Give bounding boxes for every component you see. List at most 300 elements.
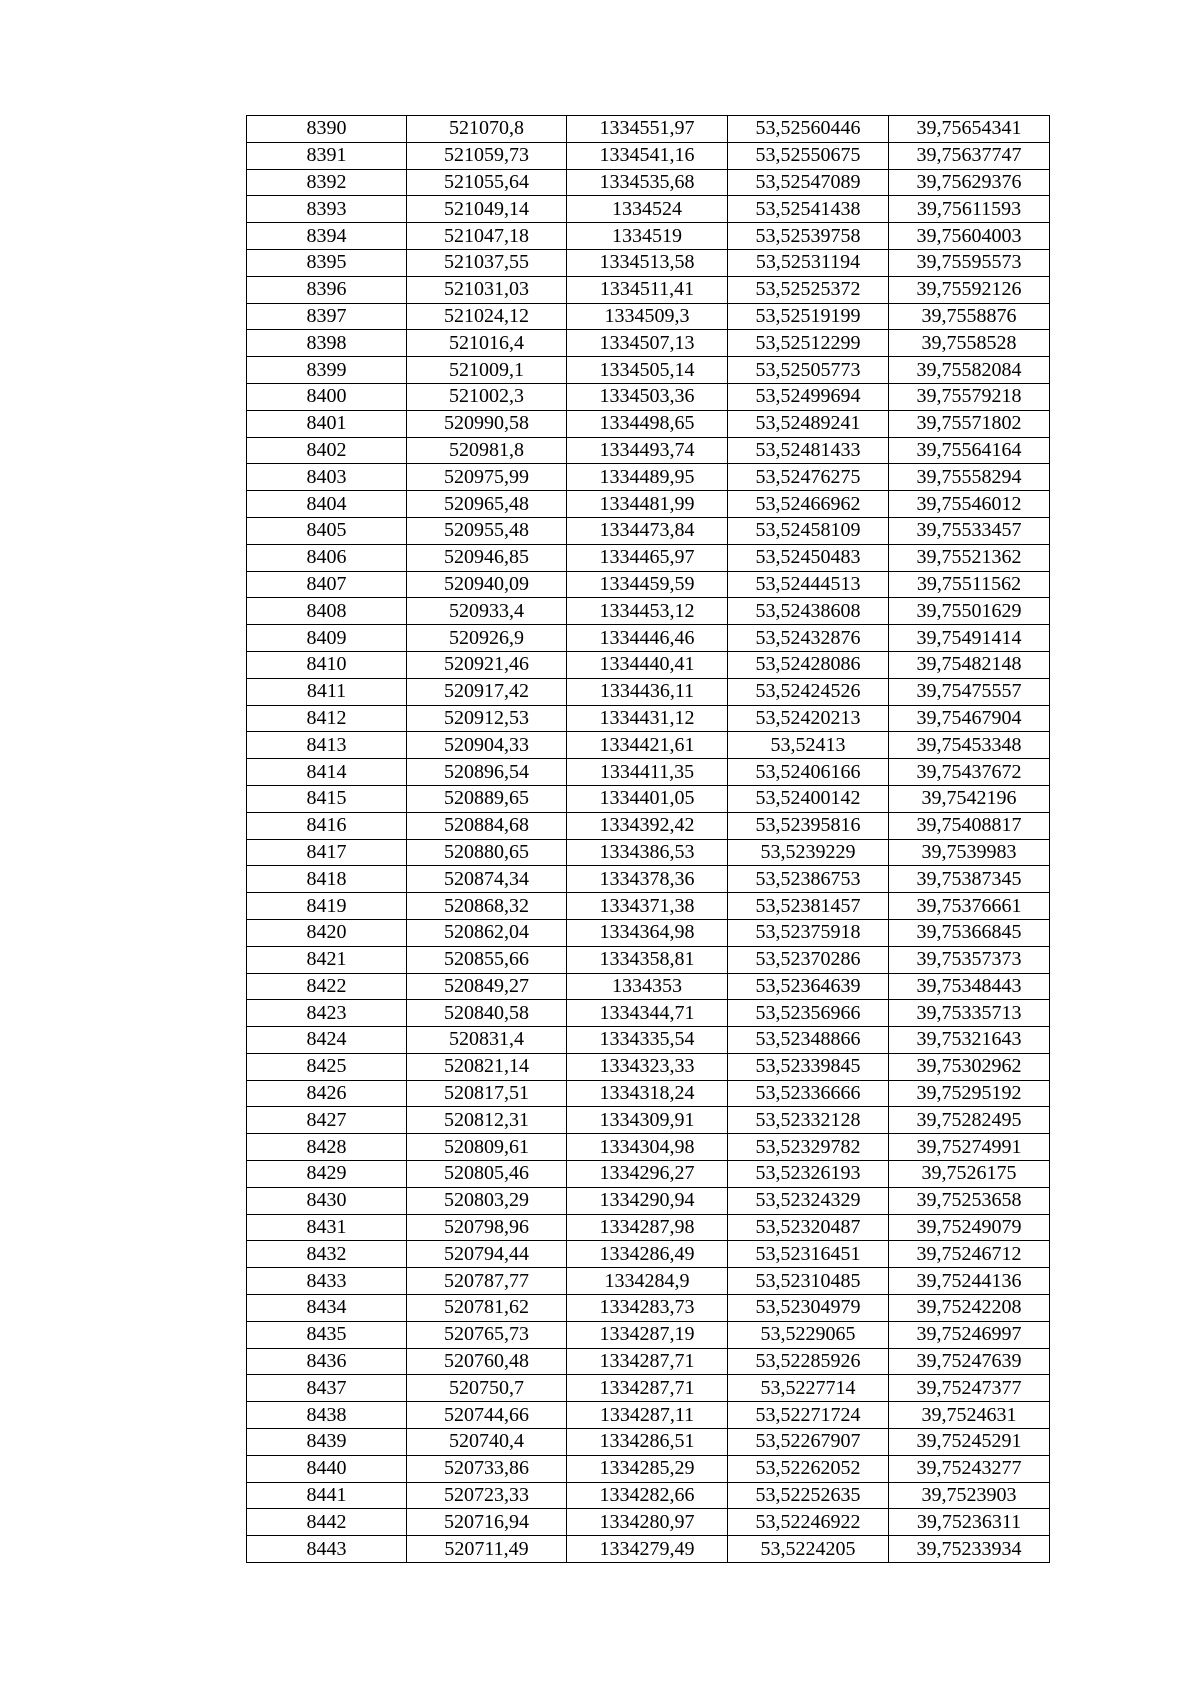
latitude-cell: 53,52267907 (728, 1429, 889, 1456)
x-coordinate-cell: 520868,32 (407, 893, 567, 920)
point-number-cell: 8408 (247, 598, 407, 625)
point-number-cell: 8433 (247, 1268, 407, 1295)
y-coordinate-cell: 1334318,24 (567, 1080, 728, 1107)
longitude-cell: 39,7542196 (889, 785, 1050, 812)
x-coordinate-cell: 520798,96 (407, 1214, 567, 1241)
point-number-cell: 8442 (247, 1509, 407, 1536)
table-row (247, 785, 1050, 812)
y-coordinate-cell: 1334431,12 (567, 705, 728, 732)
table-row (247, 732, 1050, 759)
latitude-cell: 53,52304979 (728, 1295, 889, 1322)
y-coordinate-cell: 1334296,27 (567, 1161, 728, 1188)
longitude-cell: 39,75321643 (889, 1027, 1050, 1054)
coordinates-table (246, 115, 1050, 1563)
point-number-cell: 8399 (247, 357, 407, 384)
x-coordinate-cell: 521047,18 (407, 223, 567, 250)
latitude-cell: 53,52386753 (728, 866, 889, 893)
y-coordinate-cell: 1334290,94 (567, 1187, 728, 1214)
longitude-cell: 39,75253658 (889, 1187, 1050, 1214)
longitude-cell: 39,75571802 (889, 410, 1050, 437)
y-coordinate-cell: 1334287,71 (567, 1348, 728, 1375)
table-row (247, 571, 1050, 598)
x-coordinate-cell: 520831,4 (407, 1027, 567, 1054)
latitude-cell: 53,52356966 (728, 1000, 889, 1027)
latitude-cell: 53,52420213 (728, 705, 889, 732)
x-coordinate-cell: 521037,55 (407, 249, 567, 276)
longitude-cell: 39,75348443 (889, 973, 1050, 1000)
x-coordinate-cell: 521016,4 (407, 330, 567, 357)
longitude-cell: 39,7523903 (889, 1482, 1050, 1509)
latitude-cell: 53,52413 (728, 732, 889, 759)
table-row (247, 544, 1050, 571)
table-row (247, 919, 1050, 946)
x-coordinate-cell: 520981,8 (407, 437, 567, 464)
x-coordinate-cell: 520874,34 (407, 866, 567, 893)
table-row (247, 1080, 1050, 1107)
longitude-cell: 39,75282495 (889, 1107, 1050, 1134)
x-coordinate-cell: 521055,64 (407, 169, 567, 196)
point-number-cell: 8396 (247, 276, 407, 303)
latitude-cell: 53,52444513 (728, 571, 889, 598)
longitude-cell: 39,75247639 (889, 1348, 1050, 1375)
point-number-cell: 8395 (247, 249, 407, 276)
point-number-cell: 8407 (247, 571, 407, 598)
longitude-cell: 39,75582084 (889, 357, 1050, 384)
longitude-cell: 39,75533457 (889, 517, 1050, 544)
point-number-cell: 8437 (247, 1375, 407, 1402)
longitude-cell: 39,75302962 (889, 1053, 1050, 1080)
table-row (247, 1268, 1050, 1295)
x-coordinate-cell: 521059,73 (407, 142, 567, 169)
table-row (247, 276, 1050, 303)
longitude-cell: 39,75247377 (889, 1375, 1050, 1402)
y-coordinate-cell: 1334335,54 (567, 1027, 728, 1054)
table-row (247, 1107, 1050, 1134)
y-coordinate-cell: 1334465,97 (567, 544, 728, 571)
point-number-cell: 8393 (247, 196, 407, 223)
y-coordinate-cell: 1334282,66 (567, 1482, 728, 1509)
table-row (247, 1134, 1050, 1161)
latitude-cell: 53,52332128 (728, 1107, 889, 1134)
point-number-cell: 8390 (247, 116, 407, 143)
longitude-cell: 39,75558294 (889, 464, 1050, 491)
longitude-cell: 39,75521362 (889, 544, 1050, 571)
point-number-cell: 8415 (247, 785, 407, 812)
coordinates-table-body (247, 116, 1050, 1563)
latitude-cell: 53,52285926 (728, 1348, 889, 1375)
point-number-cell: 8434 (247, 1295, 407, 1322)
y-coordinate-cell: 1334524 (567, 196, 728, 223)
y-coordinate-cell: 1334287,71 (567, 1375, 728, 1402)
longitude-cell: 39,7558528 (889, 330, 1050, 357)
point-number-cell: 8441 (247, 1482, 407, 1509)
longitude-cell: 39,75511562 (889, 571, 1050, 598)
latitude-cell: 53,52481433 (728, 437, 889, 464)
y-coordinate-cell: 1334284,9 (567, 1268, 728, 1295)
latitude-cell: 53,52370286 (728, 946, 889, 973)
table-row (247, 357, 1050, 384)
x-coordinate-cell: 520840,58 (407, 1000, 567, 1027)
table-row (247, 1321, 1050, 1348)
x-coordinate-cell: 520805,46 (407, 1161, 567, 1188)
longitude-cell: 39,75579218 (889, 383, 1050, 410)
x-coordinate-cell: 520955,48 (407, 517, 567, 544)
latitude-cell: 53,52336666 (728, 1080, 889, 1107)
table-row (247, 1429, 1050, 1456)
y-coordinate-cell: 1334498,65 (567, 410, 728, 437)
latitude-cell: 53,52324329 (728, 1187, 889, 1214)
point-number-cell: 8401 (247, 410, 407, 437)
table-row (247, 1214, 1050, 1241)
table-row (247, 1509, 1050, 1536)
y-coordinate-cell: 1334453,12 (567, 598, 728, 625)
table-row (247, 893, 1050, 920)
latitude-cell: 53,52329782 (728, 1134, 889, 1161)
longitude-cell: 39,75244136 (889, 1268, 1050, 1295)
table-row (247, 678, 1050, 705)
point-number-cell: 8439 (247, 1429, 407, 1456)
latitude-cell: 53,52512299 (728, 330, 889, 357)
point-number-cell: 8423 (247, 1000, 407, 1027)
latitude-cell: 53,52519199 (728, 303, 889, 330)
point-number-cell: 8416 (247, 812, 407, 839)
table-row (247, 1187, 1050, 1214)
table-row (247, 1027, 1050, 1054)
point-number-cell: 8436 (247, 1348, 407, 1375)
y-coordinate-cell: 1334509,3 (567, 303, 728, 330)
longitude-cell: 39,75335713 (889, 1000, 1050, 1027)
latitude-cell: 53,52364639 (728, 973, 889, 1000)
longitude-cell: 39,75629376 (889, 169, 1050, 196)
latitude-cell: 53,5227714 (728, 1375, 889, 1402)
y-coordinate-cell: 1334364,98 (567, 919, 728, 946)
longitude-cell: 39,75357373 (889, 946, 1050, 973)
point-number-cell: 8398 (247, 330, 407, 357)
y-coordinate-cell: 1334440,41 (567, 651, 728, 678)
point-number-cell: 8443 (247, 1536, 407, 1563)
latitude-cell: 53,52438608 (728, 598, 889, 625)
y-coordinate-cell: 1334411,35 (567, 759, 728, 786)
latitude-cell: 53,52505773 (728, 357, 889, 384)
y-coordinate-cell: 1334353 (567, 973, 728, 1000)
x-coordinate-cell: 520855,66 (407, 946, 567, 973)
point-number-cell: 8404 (247, 491, 407, 518)
table-row (247, 1161, 1050, 1188)
point-number-cell: 8391 (247, 142, 407, 169)
x-coordinate-cell: 520884,68 (407, 812, 567, 839)
longitude-cell: 39,75295192 (889, 1080, 1050, 1107)
longitude-cell: 39,7526175 (889, 1161, 1050, 1188)
point-number-cell: 8402 (247, 437, 407, 464)
y-coordinate-cell: 1334378,36 (567, 866, 728, 893)
latitude-cell: 53,52326193 (728, 1161, 889, 1188)
x-coordinate-cell: 520889,65 (407, 785, 567, 812)
table-row (247, 1482, 1050, 1509)
y-coordinate-cell: 1334473,84 (567, 517, 728, 544)
x-coordinate-cell: 520821,14 (407, 1053, 567, 1080)
longitude-cell: 39,75592126 (889, 276, 1050, 303)
table-row (247, 705, 1050, 732)
latitude-cell: 53,52499694 (728, 383, 889, 410)
x-coordinate-cell: 520794,44 (407, 1241, 567, 1268)
y-coordinate-cell: 1334551,97 (567, 116, 728, 143)
table-row (247, 517, 1050, 544)
y-coordinate-cell: 1334436,11 (567, 678, 728, 705)
longitude-cell: 39,75274991 (889, 1134, 1050, 1161)
point-number-cell: 8409 (247, 625, 407, 652)
y-coordinate-cell: 1334344,71 (567, 1000, 728, 1027)
x-coordinate-cell: 520750,7 (407, 1375, 567, 1402)
latitude-cell: 53,52531194 (728, 249, 889, 276)
point-number-cell: 8438 (247, 1402, 407, 1429)
latitude-cell: 53,52432876 (728, 625, 889, 652)
table-row (247, 625, 1050, 652)
longitude-cell: 39,75233934 (889, 1536, 1050, 1563)
latitude-cell: 53,52395816 (728, 812, 889, 839)
longitude-cell: 39,75453348 (889, 732, 1050, 759)
x-coordinate-cell: 520723,33 (407, 1482, 567, 1509)
latitude-cell: 53,52550675 (728, 142, 889, 169)
y-coordinate-cell: 1334535,68 (567, 169, 728, 196)
longitude-cell: 39,75408817 (889, 812, 1050, 839)
x-coordinate-cell: 521049,14 (407, 196, 567, 223)
longitude-cell: 39,75654341 (889, 116, 1050, 143)
longitude-cell: 39,75243277 (889, 1455, 1050, 1482)
x-coordinate-cell: 521024,12 (407, 303, 567, 330)
y-coordinate-cell: 1334386,53 (567, 839, 728, 866)
point-number-cell: 8394 (247, 223, 407, 250)
table-row (247, 651, 1050, 678)
x-coordinate-cell: 520740,4 (407, 1429, 567, 1456)
x-coordinate-cell: 520716,94 (407, 1509, 567, 1536)
y-coordinate-cell: 1334519 (567, 223, 728, 250)
latitude-cell: 53,52252635 (728, 1482, 889, 1509)
longitude-cell: 39,75491414 (889, 625, 1050, 652)
y-coordinate-cell: 1334279,49 (567, 1536, 728, 1563)
point-number-cell: 8412 (247, 705, 407, 732)
latitude-cell: 53,52271724 (728, 1402, 889, 1429)
point-number-cell: 8425 (247, 1053, 407, 1080)
y-coordinate-cell: 1334459,59 (567, 571, 728, 598)
y-coordinate-cell: 1334401,05 (567, 785, 728, 812)
table-row (247, 1295, 1050, 1322)
table-row (247, 223, 1050, 250)
latitude-cell: 53,52246922 (728, 1509, 889, 1536)
longitude-cell: 39,75246712 (889, 1241, 1050, 1268)
y-coordinate-cell: 1334309,91 (567, 1107, 728, 1134)
table-row (247, 946, 1050, 973)
point-number-cell: 8430 (247, 1187, 407, 1214)
latitude-cell: 53,52541438 (728, 196, 889, 223)
table-row (247, 1000, 1050, 1027)
x-coordinate-cell: 520711,49 (407, 1536, 567, 1563)
x-coordinate-cell: 520744,66 (407, 1402, 567, 1429)
y-coordinate-cell: 1334392,42 (567, 812, 728, 839)
point-number-cell: 8403 (247, 464, 407, 491)
latitude-cell: 53,52458109 (728, 517, 889, 544)
table-row (247, 437, 1050, 464)
table-row (247, 598, 1050, 625)
x-coordinate-cell: 520965,48 (407, 491, 567, 518)
point-number-cell: 8418 (247, 866, 407, 893)
point-number-cell: 8400 (247, 383, 407, 410)
y-coordinate-cell: 1334503,36 (567, 383, 728, 410)
x-coordinate-cell: 521031,03 (407, 276, 567, 303)
table-row (247, 812, 1050, 839)
y-coordinate-cell: 1334505,14 (567, 357, 728, 384)
y-coordinate-cell: 1334280,97 (567, 1509, 728, 1536)
x-coordinate-cell: 520904,33 (407, 732, 567, 759)
longitude-cell: 39,75546012 (889, 491, 1050, 518)
y-coordinate-cell: 1334513,58 (567, 249, 728, 276)
longitude-cell: 39,75366845 (889, 919, 1050, 946)
point-number-cell: 8410 (247, 651, 407, 678)
x-coordinate-cell: 520990,58 (407, 410, 567, 437)
longitude-cell: 39,75501629 (889, 598, 1050, 625)
longitude-cell: 39,75236311 (889, 1509, 1050, 1536)
latitude-cell: 53,52375918 (728, 919, 889, 946)
latitude-cell: 53,5239229 (728, 839, 889, 866)
point-number-cell: 8427 (247, 1107, 407, 1134)
latitude-cell: 53,52560446 (728, 116, 889, 143)
x-coordinate-cell: 520921,46 (407, 651, 567, 678)
x-coordinate-cell: 520817,51 (407, 1080, 567, 1107)
longitude-cell: 39,7539983 (889, 839, 1050, 866)
table-row (247, 116, 1050, 143)
table-row (247, 491, 1050, 518)
table-row (247, 383, 1050, 410)
table-row (247, 196, 1050, 223)
table-row (247, 142, 1050, 169)
latitude-cell: 53,52428086 (728, 651, 889, 678)
latitude-cell: 53,52547089 (728, 169, 889, 196)
table-row (247, 303, 1050, 330)
table-row (247, 410, 1050, 437)
y-coordinate-cell: 1334371,38 (567, 893, 728, 920)
latitude-cell: 53,52424526 (728, 678, 889, 705)
point-number-cell: 8440 (247, 1455, 407, 1482)
y-coordinate-cell: 1334446,46 (567, 625, 728, 652)
longitude-cell: 39,75242208 (889, 1295, 1050, 1322)
table-row (247, 169, 1050, 196)
latitude-cell: 53,5229065 (728, 1321, 889, 1348)
point-number-cell: 8424 (247, 1027, 407, 1054)
y-coordinate-cell: 1334287,98 (567, 1214, 728, 1241)
x-coordinate-cell: 520880,65 (407, 839, 567, 866)
latitude-cell: 53,52262052 (728, 1455, 889, 1482)
table-row (247, 1455, 1050, 1482)
longitude-cell: 39,75595573 (889, 249, 1050, 276)
y-coordinate-cell: 1334489,95 (567, 464, 728, 491)
x-coordinate-cell: 520940,09 (407, 571, 567, 598)
table-row (247, 464, 1050, 491)
y-coordinate-cell: 1334481,99 (567, 491, 728, 518)
x-coordinate-cell: 521009,1 (407, 357, 567, 384)
y-coordinate-cell: 1334511,41 (567, 276, 728, 303)
latitude-cell: 53,52339845 (728, 1053, 889, 1080)
x-coordinate-cell: 520975,99 (407, 464, 567, 491)
y-coordinate-cell: 1334286,51 (567, 1429, 728, 1456)
point-number-cell: 8435 (247, 1321, 407, 1348)
longitude-cell: 39,75482148 (889, 651, 1050, 678)
x-coordinate-cell: 521070,8 (407, 116, 567, 143)
longitude-cell: 39,75387345 (889, 866, 1050, 893)
latitude-cell: 53,52316451 (728, 1241, 889, 1268)
table-row (247, 1402, 1050, 1429)
y-coordinate-cell: 1334507,13 (567, 330, 728, 357)
x-coordinate-cell: 520862,04 (407, 919, 567, 946)
latitude-cell: 53,52489241 (728, 410, 889, 437)
y-coordinate-cell: 1334287,11 (567, 1402, 728, 1429)
longitude-cell: 39,75611593 (889, 196, 1050, 223)
point-number-cell: 8421 (247, 946, 407, 973)
point-number-cell: 8432 (247, 1241, 407, 1268)
point-number-cell: 8422 (247, 973, 407, 1000)
x-coordinate-cell: 520733,86 (407, 1455, 567, 1482)
longitude-cell: 39,75376661 (889, 893, 1050, 920)
table-row (247, 1536, 1050, 1563)
latitude-cell: 53,5224205 (728, 1536, 889, 1563)
latitude-cell: 53,52320487 (728, 1214, 889, 1241)
y-coordinate-cell: 1334421,61 (567, 732, 728, 759)
x-coordinate-cell: 520809,61 (407, 1134, 567, 1161)
point-number-cell: 8420 (247, 919, 407, 946)
point-number-cell: 8426 (247, 1080, 407, 1107)
point-number-cell: 8414 (247, 759, 407, 786)
point-number-cell: 8429 (247, 1161, 407, 1188)
y-coordinate-cell: 1334283,73 (567, 1295, 728, 1322)
table-row (247, 1348, 1050, 1375)
x-coordinate-cell: 520760,48 (407, 1348, 567, 1375)
latitude-cell: 53,52450483 (728, 544, 889, 571)
longitude-cell: 39,7524631 (889, 1402, 1050, 1429)
latitude-cell: 53,52310485 (728, 1268, 889, 1295)
longitude-cell: 39,75475557 (889, 678, 1050, 705)
table-row (247, 759, 1050, 786)
point-number-cell: 8419 (247, 893, 407, 920)
point-number-cell: 8428 (247, 1134, 407, 1161)
table-row (247, 1241, 1050, 1268)
longitude-cell: 39,75437672 (889, 759, 1050, 786)
table-row (247, 330, 1050, 357)
latitude-cell: 53,52381457 (728, 893, 889, 920)
x-coordinate-cell: 520803,29 (407, 1187, 567, 1214)
x-coordinate-cell: 520849,27 (407, 973, 567, 1000)
point-number-cell: 8392 (247, 169, 407, 196)
longitude-cell: 39,75467904 (889, 705, 1050, 732)
x-coordinate-cell: 520933,4 (407, 598, 567, 625)
x-coordinate-cell: 520812,31 (407, 1107, 567, 1134)
x-coordinate-cell: 520787,77 (407, 1268, 567, 1295)
latitude-cell: 53,52348866 (728, 1027, 889, 1054)
latitude-cell: 53,52406166 (728, 759, 889, 786)
table-row (247, 249, 1050, 276)
x-coordinate-cell: 520917,42 (407, 678, 567, 705)
x-coordinate-cell: 520946,85 (407, 544, 567, 571)
longitude-cell: 39,75249079 (889, 1214, 1050, 1241)
point-number-cell: 8397 (247, 303, 407, 330)
longitude-cell: 39,7558876 (889, 303, 1050, 330)
x-coordinate-cell: 521002,3 (407, 383, 567, 410)
y-coordinate-cell: 1334304,98 (567, 1134, 728, 1161)
point-number-cell: 8406 (247, 544, 407, 571)
latitude-cell: 53,52476275 (728, 464, 889, 491)
table-row (247, 866, 1050, 893)
y-coordinate-cell: 1334358,81 (567, 946, 728, 973)
x-coordinate-cell: 520781,62 (407, 1295, 567, 1322)
x-coordinate-cell: 520765,73 (407, 1321, 567, 1348)
x-coordinate-cell: 520912,53 (407, 705, 567, 732)
